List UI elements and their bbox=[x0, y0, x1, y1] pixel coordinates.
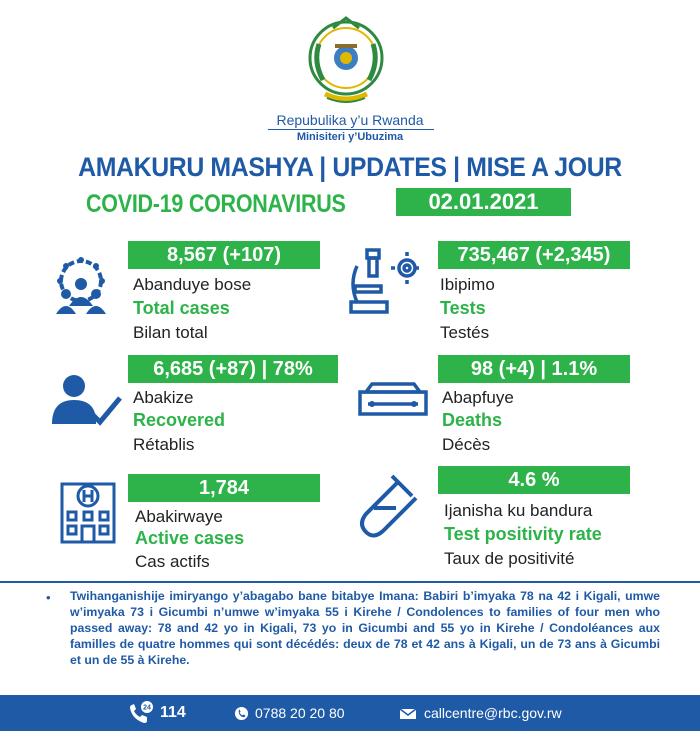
positivity-value: 4.6 % bbox=[438, 466, 630, 494]
active-cases-label-en: Active cases bbox=[135, 528, 245, 548]
page-subtitle: COVID-19 CORONAVIRUS bbox=[86, 190, 346, 218]
tests-label-rw: Ibipimo bbox=[440, 275, 495, 294]
total-cases-label-rw: Abanduye bose bbox=[133, 275, 252, 294]
active-cases-value: 1,784 bbox=[128, 474, 320, 502]
email-icon bbox=[399, 708, 417, 720]
page-title: AMAKURU MASHYA | UPDATES | MISE A JOUR bbox=[78, 152, 622, 182]
hotline-number[interactable]: 114 bbox=[160, 704, 186, 721]
tests-value: 735,467 (+2,345) bbox=[438, 241, 630, 269]
total-cases-value: 8,567 (+107) bbox=[128, 241, 320, 269]
positivity-label-en: Test positivity rate bbox=[444, 524, 602, 544]
recovered-label-fr: Rétablis bbox=[133, 435, 195, 454]
positivity-label-fr: Taux de positivité bbox=[444, 549, 575, 568]
email-address[interactable]: callcentre@rbc.gov.rw bbox=[424, 705, 562, 721]
footer-bar bbox=[0, 695, 700, 731]
republic-name: Repubulika y’u Rwanda bbox=[276, 112, 424, 128]
microscope-icon bbox=[347, 246, 419, 318]
deaths-label-en: Deaths bbox=[442, 410, 503, 430]
recovered-value: 6,685 (+87) | 78% bbox=[128, 355, 338, 383]
recovered-label-en: Recovered bbox=[133, 410, 226, 430]
group-virus-icon bbox=[52, 254, 110, 316]
condolences-note: Twihanganishije imiryango y’abagabo bane bitabye Imana: Babiri b’imyaka 78 na 42 i Kigali, umwe w’imyaka 73 i Gicumbi n’umwe w’imyaka 55 i Kirehe / Condolences to families of four men who passed away: 78 and 42 yo in Kigali, 73 yo in Gicumbi and 55 yo in Kirehe / Condoléances aux familles de quatre hommes qui sont décédés: deux de 78 et 42 ans à Kigali, un de 73 ans à Gicumbi et un de 55 à Kirehe. bbox=[70, 589, 660, 667]
ministry-name: Minisiteri y’Ubuzima bbox=[296, 131, 404, 143]
recovered-label-rw: Abakize bbox=[133, 388, 194, 407]
deaths-label-rw: Abapfuye bbox=[442, 388, 514, 407]
test-tube-icon bbox=[352, 470, 420, 540]
hotline-badge: 24 bbox=[143, 704, 151, 712]
total-cases-label-en: Total cases bbox=[133, 298, 230, 318]
section-divider bbox=[0, 581, 700, 583]
header-divider bbox=[268, 129, 434, 130]
tests-label-en: Tests bbox=[440, 298, 486, 318]
rwanda-coat-of-arms-icon bbox=[305, 14, 387, 108]
hospital-icon bbox=[60, 474, 116, 544]
whatsapp-number[interactable]: 0788 20 20 80 bbox=[255, 705, 345, 721]
positivity-label-rw: Ijanisha ku bandura bbox=[444, 501, 593, 520]
note-bullet: • bbox=[46, 590, 51, 605]
total-cases-label-fr: Bilan total bbox=[133, 323, 208, 342]
tests-label-fr: Testés bbox=[440, 323, 490, 342]
phone-24-icon bbox=[128, 701, 154, 725]
person-check-icon bbox=[48, 374, 124, 430]
active-cases-label-rw: Abakirwaye bbox=[135, 507, 223, 526]
coffin-icon bbox=[358, 382, 428, 418]
deaths-label-fr: Décès bbox=[442, 435, 491, 454]
active-cases-label-fr: Cas actifs bbox=[135, 552, 210, 571]
whatsapp-icon bbox=[234, 706, 249, 721]
deaths-value: 98 (+4) | 1.1% bbox=[438, 355, 630, 383]
update-date: 02.01.2021 bbox=[396, 188, 571, 216]
